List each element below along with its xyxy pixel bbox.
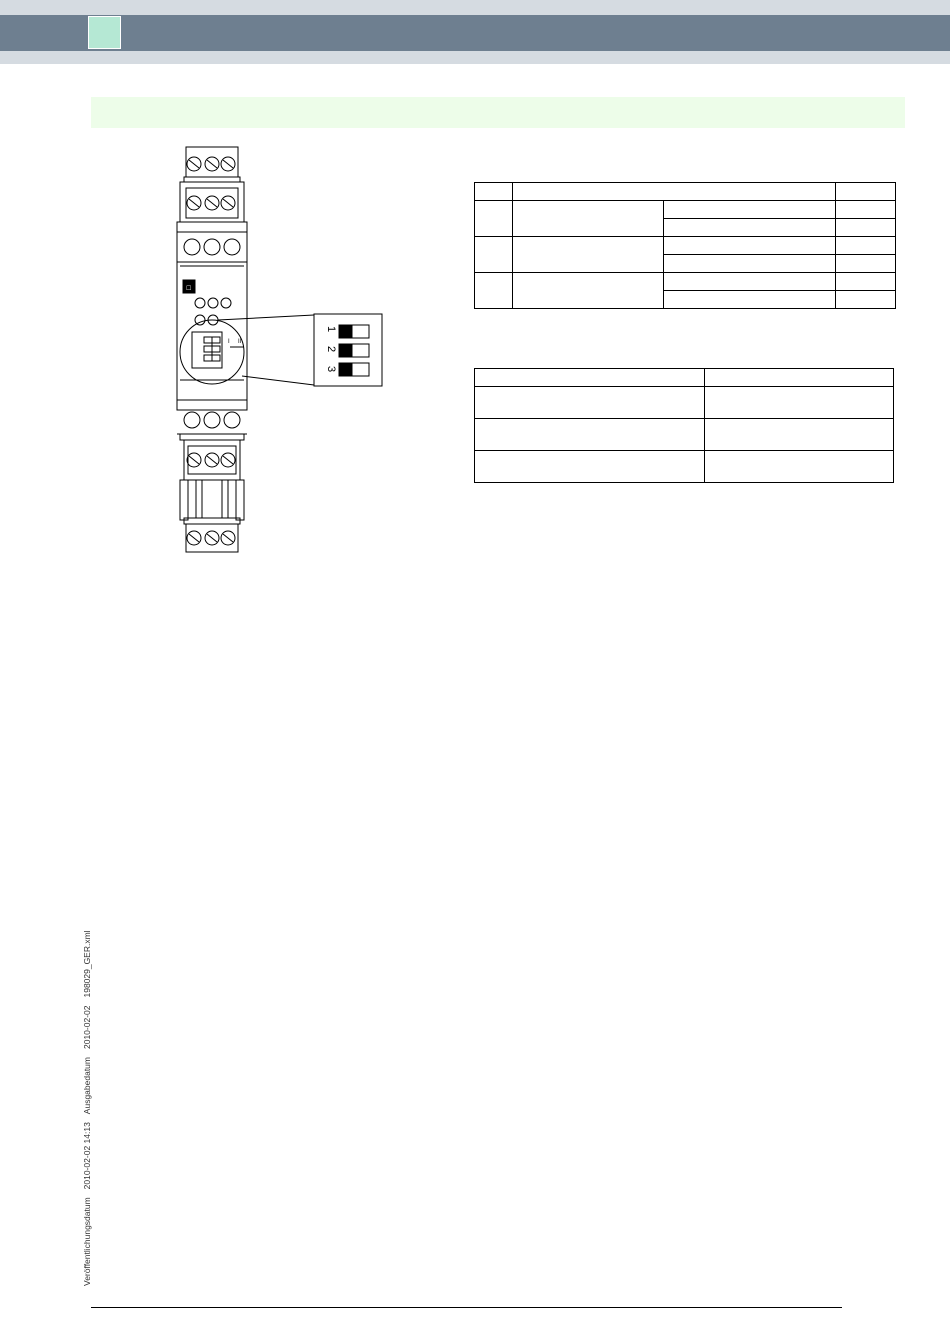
table-cell [475, 419, 705, 451]
file-name: 198029_GER.xml [82, 930, 92, 998]
terminal-screw-icon [205, 196, 219, 210]
table-cell [836, 255, 896, 273]
terminal-screw-icon [221, 453, 235, 467]
issue-date: 2010-02-02 [82, 1005, 92, 1049]
table-cell [705, 419, 894, 451]
dip-switch-3 [325, 363, 369, 376]
table-cell [836, 183, 896, 201]
table-cell [475, 451, 705, 483]
table-cell [475, 369, 705, 387]
terminal-screw-icon [205, 453, 219, 467]
publication-info [82, 922, 92, 1286]
terminal-screw-icon [205, 157, 219, 171]
section-title-band [91, 97, 905, 128]
terminal-screw-icon [187, 531, 201, 545]
header-bar [0, 15, 950, 51]
table-cell [475, 201, 513, 237]
publication-date: 2010-02-02 14:13 [82, 1122, 92, 1190]
footer-rule [91, 1307, 842, 1308]
table-cell [836, 273, 896, 291]
table-cell [513, 183, 836, 201]
table-cell [664, 255, 836, 273]
svg-text:☐: ☐ [186, 286, 192, 292]
table-cell [475, 183, 513, 201]
terminal-screw-icon [187, 453, 201, 467]
table-cell [475, 273, 513, 309]
svg-text:1: 1 [325, 326, 337, 333]
table-cell [836, 237, 896, 255]
table-cell [705, 387, 894, 419]
table-cell [705, 451, 894, 483]
header-top-strip [0, 0, 950, 15]
terminal-screw-icon [221, 531, 235, 545]
table-cell [705, 369, 894, 387]
table-cell [475, 387, 705, 419]
table-cell [475, 237, 513, 273]
table-cell [664, 273, 836, 291]
terminal-screw-icon [187, 196, 201, 210]
publication-date-label: Veröffentlichungsdatum [82, 1197, 92, 1286]
terminal-screw-icon [205, 531, 219, 545]
device-front-view-diagram [150, 140, 400, 560]
header-bottom-strip [0, 51, 950, 64]
function-table [474, 368, 894, 483]
terminal-screw-icon [221, 157, 235, 171]
svg-text:2: 2 [325, 346, 337, 353]
table-cell [836, 219, 896, 237]
header-logo-square [88, 16, 121, 49]
table-cell [664, 219, 836, 237]
switch-settings-table [474, 182, 896, 309]
table-cell [513, 273, 664, 309]
table-cell [664, 201, 836, 219]
table-cell [836, 201, 896, 219]
table-cell [836, 291, 896, 309]
dip-switch-1 [325, 325, 369, 338]
issue-date-label: Ausgabedatum [82, 1057, 92, 1115]
table-cell [664, 291, 836, 309]
table-cell [513, 237, 664, 273]
terminal-screw-icon [221, 196, 235, 210]
svg-text:I: I [228, 339, 230, 345]
svg-text:II: II [238, 339, 242, 345]
terminal-screw-icon [187, 157, 201, 171]
table-cell [664, 237, 836, 255]
dip-switch-2 [325, 344, 369, 357]
table-cell [513, 201, 664, 237]
svg-text:3: 3 [325, 366, 337, 373]
